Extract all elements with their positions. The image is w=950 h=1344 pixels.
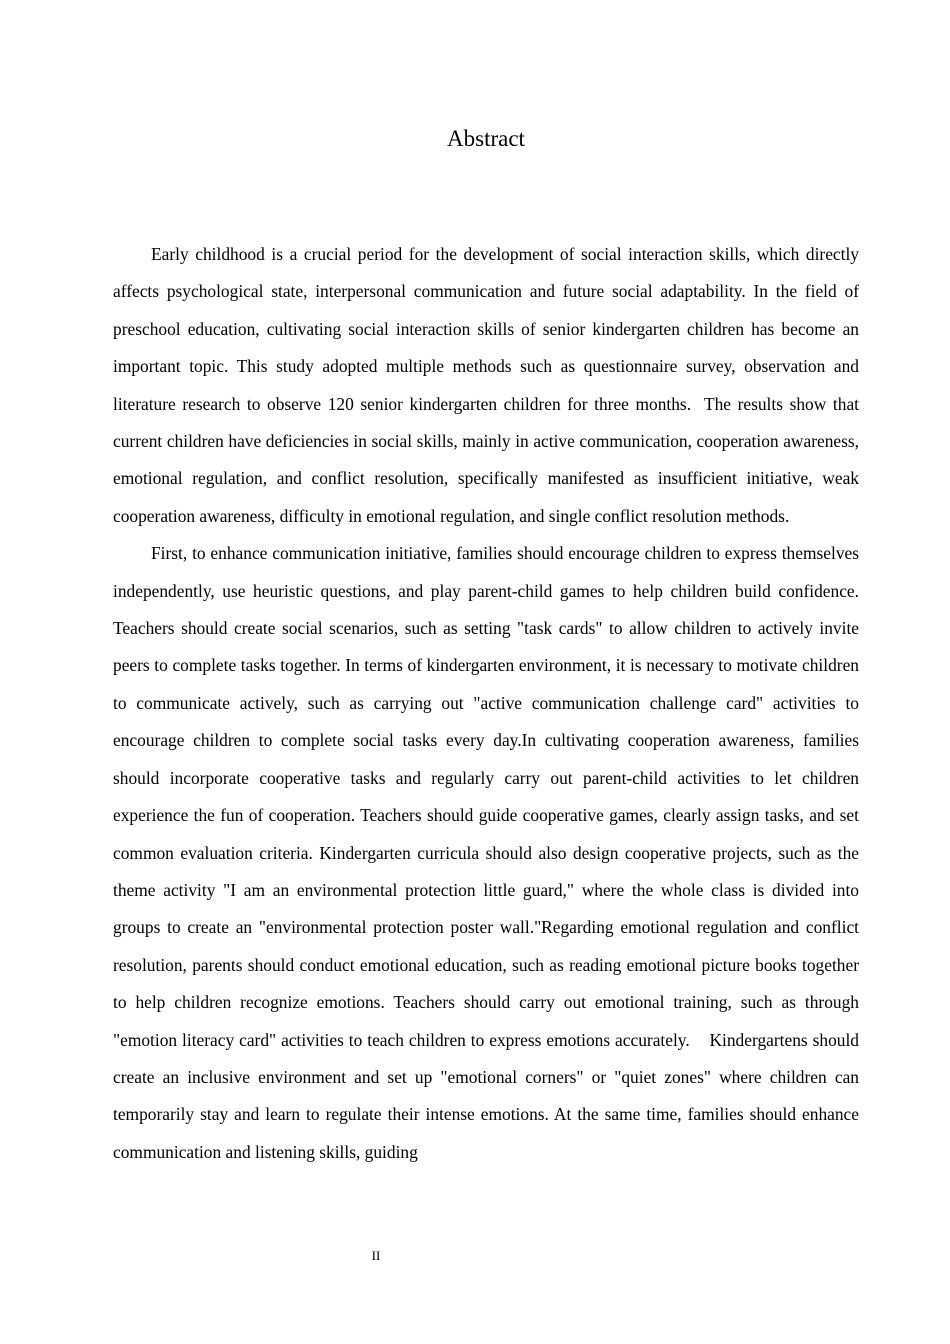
abstract-body	[113, 236, 859, 1171]
page-title: Abstract	[447, 126, 525, 151]
abstract-paragraph-1: Early childhood is a crucial period for the development of social interaction skills, which directly affects psychological state, interpersonal communication and future social adaptability. In the field of preschool education, cultivating social interaction skills of senior kindergarten children has become an important topic. This study adopted multiple methods such as questionnaire survey, observation and literature research to observe 120 senior kindergarten children for three months. The results show that current children have deficiencies in social skills, mainly in active communication, cooperation awareness, emotional regulation, and conflict resolution, specifically manifested as insufficient initiative, weak cooperation awareness, difficulty in emotional regulation, and single conflict resolution methods.	[113, 244, 859, 526]
page-number: II	[371, 1248, 381, 1263]
abstract-paragraph-2: First, to enhance communication initiative, families should encourage children to express themselves independently, use heuristic questions, and play parent-child games to help children build confidence. Teachers should create social scenarios, such as setting "task cards" to allow children to actively invite peers to complete tasks together. In terms of kindergarten environment, it is necessary to motivate children to communicate actively, such as carrying out "active communication challenge card" activities to encourage children to complete social tasks every day.In cultivating cooperation awareness, families should incorporate cooperative tasks and regularly carry out parent-child activities to let children experience the fun of cooperation. Teachers should guide cooperative games, clearly assign tasks, and set common evaluation criteria. Kindergarten curricula should also design cooperative projects, such as the theme activity "I am an environmental protection little guard," where the whole class is divided into groups to create an "environmental protection poster wall."Regarding emotional regulation and conflict resolution, parents should conduct emotional education, such as reading emotional picture books together to help children recognize emotions. Teachers should carry out emotional training, such as through "emotion literacy card" activities to teach children to express emotions accurately. Kindergartens should create an inclusive environment and set up "emotional corners" or "quiet zones" where children can temporarily stay and learn to regulate their intense emotions. At the same time, families should enhance communication and listening skills, guiding	[113, 543, 859, 1162]
